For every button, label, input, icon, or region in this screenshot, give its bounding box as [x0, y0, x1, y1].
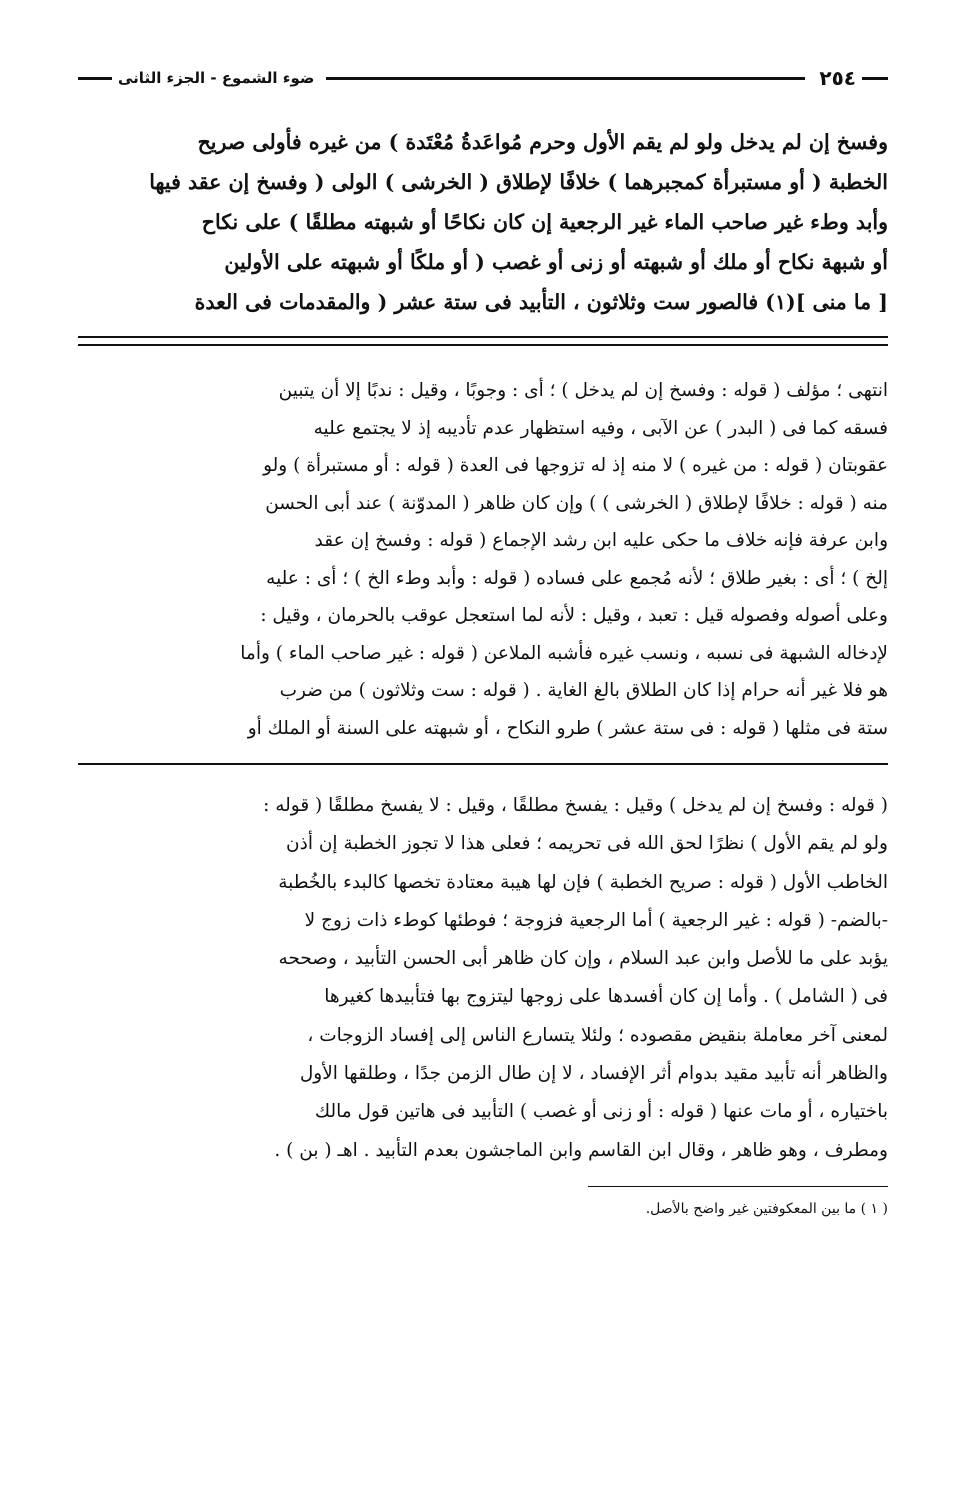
commentary-line: وعلى أصوله وفصوله قيل : تعبد ، وقيل : لأنه لما استعجل عوقب بالحرمان ، وقيل :	[260, 605, 888, 626]
gloss-line: الخاطب الأول ( قوله : صريح الخطبة ) فإن لها هيبة معتادة تخصها كالبدء بالخُطبة	[278, 871, 888, 893]
main-text-line: وأبد وطء غير صاحب الماء غير الرجعية إن كان نكاحًا أو شبهته مطلقًا ) على نكاح	[201, 210, 888, 234]
gloss-line: ولو لم يقم الأول ) نظرًا لحق الله فى تحريمه ؛ فعلى هذا لا تجوز الخطبة إن أذن	[286, 833, 888, 855]
gloss-section	[78, 787, 888, 1170]
commentary-line: انتهى ؛ مؤلف ( قوله : وفسخ إن لم يدخل ) ؛ أى : وجوبًا ، وقيل : ندبًا إلا أن يتبين	[278, 380, 888, 401]
commentary-line: هو فلا غير أنه حرام إذا كان الطلاق بالغ الغاية . ( قوله : ست وثلاثون ) من ضرب	[279, 680, 888, 701]
footnote-divider	[588, 1186, 888, 1187]
page-number: ٢٥٤	[819, 66, 856, 90]
main-text-line: وفسخ إن لم يدخل ولو لم يقم الأول وحرم مُواعَدةُ مُعْتَدة ) من غيره فأولى صريح	[197, 130, 888, 154]
main-text-line: الخطبة ( أو مستبرأة كمجبرهما ) خلافًا لإطلاق ( الخرشى ) الولى ( وفسخ إن عقد فيها	[149, 170, 888, 194]
running-header	[78, 62, 888, 94]
commentary-line: وابن عرفة فإنه خلاف ما حكى عليه ابن رشد الإجماع ( قوله : وفسخ إن عقد	[314, 530, 888, 551]
gloss-line: ( قوله : وفسخ إن لم يدخل ) وقيل : يفسخ مطلقًا ، وقيل : لا يفسخ مطلقًا ( قوله :	[263, 795, 888, 816]
gloss-line: يؤبد على ما للأصل وابن عبد السلام ، وإن كان ظاهر أبى الحسن التأبيد ، وصححه	[278, 948, 888, 970]
commentary-section	[78, 372, 888, 747]
gloss-line: فى ( الشامل ) . وأما إن كان أفسدها على زوجها ليتزوج بها فتأبيدها كغيرها	[324, 986, 888, 1008]
commentary-line: منه ( قوله : خلافًا لإطلاق ( الخرشى ) ) وإن كان ظاهر ( المدوّنة ) عند أبى الحسن	[265, 492, 888, 514]
gloss-line: باختياره ، أو مات عنها ( قوله : أو زنى أو غصب ) التأبيد فى هاتين قول مالك	[314, 1101, 888, 1123]
commentary-line: ستة فى مثلها ( قوله : فى ستة عشر ) طرو النكاح ، أو شبهته على السنة أو الملك أو	[247, 717, 888, 739]
header-dash-left	[78, 77, 112, 80]
main-text-line: [ ما منى ](١) فالصور ست وثلاثون ، التأبيد فى ستة عشر ( والمقدمات فى العدة	[194, 290, 888, 314]
gloss-line: لمعنى آخر معاملة بنقيض مقصوده ؛ ولئلا يتسارع الناس إلى إفساد الزوجات ،	[307, 1024, 888, 1046]
page-body	[78, 62, 888, 1221]
commentary-line: لإدخاله الشبهة فى نسبه ، ونسب غيره فأشبه الملاعن ( قوله : غير صاحب الماء ) وأما	[240, 642, 888, 664]
footnote: ( ١ ) ما بين المعكوفتين غير واضح بالأصل.	[645, 1200, 888, 1217]
commentary-line: إلخ ) ؛ أى : بغير طلاق ؛ لأنه مُجمع على فساده ( قوله : وأبد وطء الخ ) ؛ أى : عليه	[266, 567, 888, 589]
commentary-line: عقوبتان ( قوله : من غيره ) لا منه إذ له تزوجها فى العدة ( قوله : أو مستبرأة ) ولو	[263, 455, 888, 476]
gloss-line: والظاهر أنه تأبيد مقيد بدوام أثر الإفساد ، لا إن طال الزمن جدًا ، وطلقها الأول	[299, 1063, 888, 1085]
book-title: ضوء الشموع - الجزء الثانى	[118, 69, 315, 87]
main-text	[78, 122, 888, 322]
header-rule	[326, 77, 805, 80]
commentary-line: فسقه كما فى ( البدر ) عن الآبى ، وفيه استظهار عدم تأديبه إذ لا يجتمع عليه	[313, 417, 888, 439]
header-dash-right	[862, 77, 888, 80]
gloss-line: -بالضم- ( قوله : غير الرجعية ) أما الرجعية فزوجة ؛ فوطئها كوطء ذات زوج لا	[304, 909, 888, 931]
main-text-line: أو شبهة نكاح أو ملك أو شبهته أو زنى أو غصب ( أو ملكًا أو شبهته على الأولين	[224, 250, 888, 274]
gloss-line: ومطرف ، وهو ظاهر ، وقال ابن القاسم وابن الماجشون بعدم التأبيد . اهـ ( بن ) .	[274, 1139, 888, 1161]
section-divider	[78, 763, 888, 765]
double-divider	[78, 336, 888, 346]
